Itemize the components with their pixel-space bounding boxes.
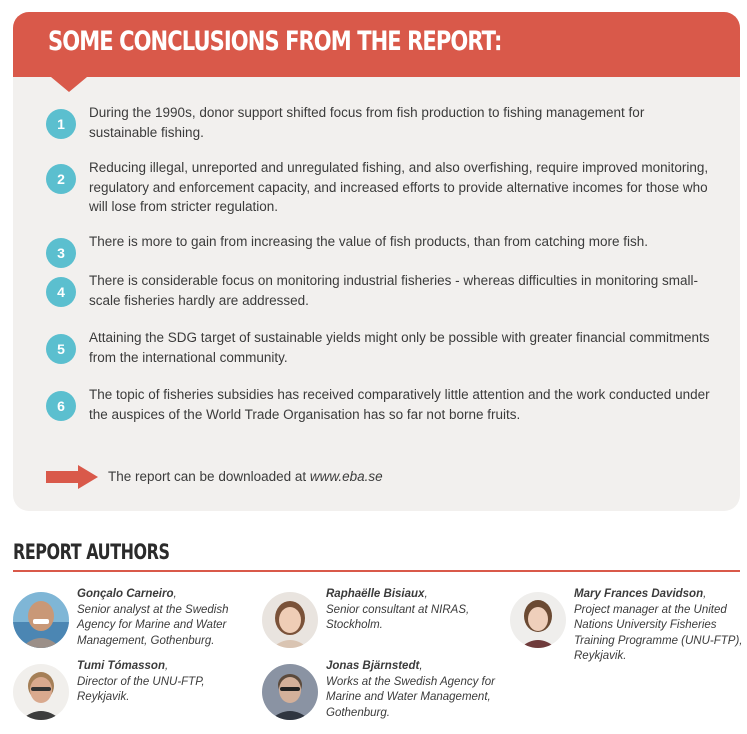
authors-heading: REPORT AUTHORS xyxy=(13,540,170,564)
conclusions-panel xyxy=(13,12,740,511)
arrow-right-icon xyxy=(46,465,98,489)
conclusion-text: Attaining the SDG target of sustainable yields might only be possible with greater financial commitments from the international community. xyxy=(89,330,710,365)
author-description: Director of the UNU-FTP, Reykjavik. xyxy=(77,675,205,703)
author-description: Senior analyst at the Swedish Agency for Marine and Water Management, Gothenburg. xyxy=(77,603,229,647)
number-badge: 1 xyxy=(46,109,76,139)
authors-divider xyxy=(13,570,740,572)
avatar xyxy=(13,664,69,720)
conclusion-text: During the 1990s, donor support shifted focus from fish production to fishing management for sustainable fishing. xyxy=(89,105,645,140)
banner-pointer xyxy=(51,77,87,92)
author-name: Raphaëlle Bisiaux xyxy=(326,588,425,600)
number-badge: 2 xyxy=(46,164,76,194)
conclusion-text: There is more to gain from increasing the value of fish products, than from catching more fish. xyxy=(89,234,649,249)
author-description: Senior consultant at NIRAS, Stockholm. xyxy=(326,603,470,631)
download-text: The report can be downloaded at xyxy=(108,469,310,484)
conclusion-text: There is considerable focus on monitoring industrial fisheries - whereas difficulties in monitoring small-scale fisheries hardly are addressed. xyxy=(89,273,699,308)
author-info: Jonas Bjärnstedt, Works at the Swedish Agency for Marine and Water Management, Gothenburg. xyxy=(326,660,495,719)
author-name: Tumi Tómasson xyxy=(77,660,165,672)
author-info: Tumi Tómasson, Director of the UNU-FTP, Reykjavik. xyxy=(77,660,205,703)
author-info: Mary Frances Davidson, Project manager at the United Nations University Fisheries Training Programme (UNU-FTP), Reykjavik. xyxy=(574,588,743,662)
author-info: Raphaëlle Bisiaux, Senior consultant at NIRAS, Stockholm. xyxy=(326,588,470,631)
conclusion-text: Reducing illegal, unreported and unregulated fishing, and also overfishing, require improved monitoring, regulatory and enforcement capacity, and increased efforts to provide alternative incomes for those who will lose from stricter regulation. xyxy=(89,160,709,214)
author-info: Gonçalo Carneiro, Senior analyst at the Swedish Agency for Marine and Water Management, Gothenburg. xyxy=(77,588,229,647)
author-description: Project manager at the United Nations University Fisheries Training Programme (UNU-FTP), Reykjavik. xyxy=(574,603,743,662)
download-note xyxy=(108,469,383,484)
number-badge: 3 xyxy=(46,238,76,268)
avatar xyxy=(262,592,318,648)
conclusions-title: SOME CONCLUSIONS FROM THE REPORT: xyxy=(48,26,502,57)
number-badge: 6 xyxy=(46,391,76,421)
author-name: Gonçalo Carneiro xyxy=(77,588,174,600)
number-badge: 5 xyxy=(46,334,76,364)
download-link[interactable]: www.eba.se xyxy=(309,469,383,484)
author-name: Mary Frances Davidson xyxy=(574,588,704,600)
avatar xyxy=(13,592,69,648)
conclusion-text: The topic of fisheries subsidies has received comparatively little attention and the work conducted under the auspices of the World Trade Organisation has so far not borne fruits. xyxy=(89,387,710,422)
avatar xyxy=(510,592,566,648)
author-name: Jonas Bjärnstedt xyxy=(326,660,420,672)
number-badge: 4 xyxy=(46,277,76,307)
author-description: Works at the Swedish Agency for Marine and Water Management, Gothenburg. xyxy=(326,675,495,719)
avatar xyxy=(262,664,318,720)
